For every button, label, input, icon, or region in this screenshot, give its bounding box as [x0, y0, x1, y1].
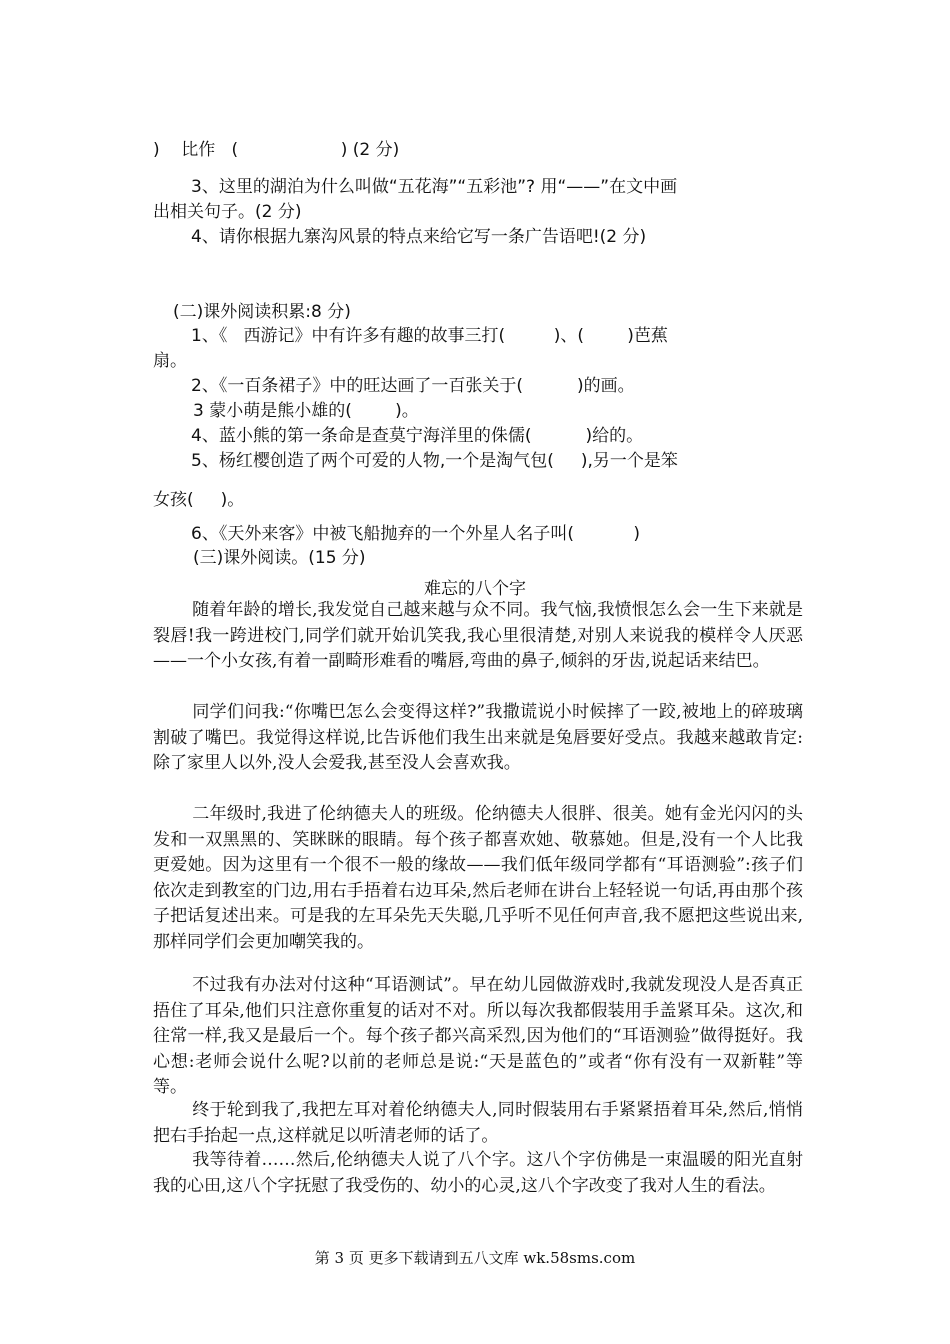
story-paragraph-2 — [153, 700, 803, 777]
story-paragraph-5 — [153, 1098, 803, 1149]
story-paragraph-3-text: 二年级时,我进了伦纳德夫人的班级。伦纳德夫人很胖、很美。她有金光闪闪的头发和一双黑黑的、笑眯眯的眼睛。每个孩子都喜欢她、敬慕她。但是,没有一个人比我更爱她。因为这里有一个很不一般的缘故——我们低年级同学都有“耳语测验”:孩子们依次走到教室的门边,用右手捂着右边耳朵,然后老师在讲台上轻轻说一句话,再由那个孩子把话复述出来。可是我的左耳朵先天失聪,几乎听不见任何声音,我不愿把这些说出来,那样同学们会更加嘲笑我的。 — [153, 804, 803, 952]
q4-text: 4、请你根据九寨沟风景的特点来给它写一条广告语吧!(2 分) — [191, 227, 647, 247]
story-paragraph-2-text: 同学们问我:“你嘴巴怎么会变得这样?”我撒谎说小时候摔了一跤,被地上的碎玻璃割破了嘴巴。我觉得这样说,比告诉他们我生出来就是兔唇要好受点。我越来越敢肯定:除了家里人以外,没人会爱我,甚至没人会喜欢我。 — [153, 702, 803, 773]
story-paragraph-6 — [153, 1148, 803, 1199]
section2-item1-line1: 1、《 西游记》中有许多有趣的故事三打( )、( )芭蕉 — [191, 326, 668, 346]
section2-heading: (二)课外阅读积累:8 分) — [173, 302, 351, 322]
story-title: 难忘的八个字 — [424, 579, 526, 599]
section2-item5-line2: 女孩( )。 — [153, 490, 245, 510]
story-paragraph-4 — [153, 973, 803, 1101]
story-paragraph-4-text: 不过我有办法对付这种“耳语测试”。早在幼儿园做游戏时,我就发现没人是否真正捂住了耳朵,他们只注意你重复的话对不对。所以每次我都假装用手盖紧耳朵。这次,和往常一样,我又是最后一个。每个孩子都兴高采烈,因为他们的“耳语测验”做得挺好。我心想:老师会说什么呢?以前的老师总是说:“天是蓝色的”或者“你有没有一双新鞋”等等。 — [153, 975, 803, 1097]
section2-item1-line2: 扇。 — [153, 351, 187, 371]
q3-line-1: 3、这里的湖泊为什么叫做“五花海”“五彩池”? 用“——”在文中画 — [191, 177, 678, 197]
section2-item3: 3 蒙小萌是熊小雄的( )。 — [193, 401, 419, 421]
page-footer: 第 3 页 更多下载请到五八文库 wk.58sms.com — [314, 1249, 636, 1267]
section2-item5-line1: 5、杨红樱创造了两个可爱的人物,一个是淘气包( ),另一个是笨 — [191, 451, 678, 471]
story-paragraph-6-text: 我等待着……然后,伦纳德夫人说了八个字。这八个字仿佛是一束温暖的阳光直射我的心田,这八个字抚慰了我受伤的、幼小的心灵,这八个字改变了我对人生的看法。 — [153, 1150, 803, 1196]
section2-item2: 2、《一百条裙子》中的旺达画了一百张关于( )的画。 — [191, 376, 635, 396]
story-paragraph-3 — [153, 802, 803, 955]
section3-heading: (三)课外阅读。(15 分) — [193, 548, 366, 568]
story-paragraph-1-text: 随着年龄的增长,我发觉自己越来越与众不同。我气恼,我愤恨怎么会一生下来就是裂唇!我一跨进校门,同学们就开始讥笑我,我心里很清楚,对别人来说我的模样令人厌恶——一个小女孩,有着一副畸形难看的嘴唇,弯曲的鼻子,倾斜的牙齿,说起话来结巴。 — [153, 600, 803, 671]
story-paragraph-1 — [153, 598, 803, 675]
story-paragraph-5-text: 终于轮到我了,我把左耳对着伦纳德夫人,同时假装用右手紧紧捂着耳朵,然后,悄悄把右手抬起一点,这样就足以听清老师的话了。 — [153, 1100, 803, 1146]
q2-answer-line: ) 比作 ( ) (2 分) — [153, 140, 400, 160]
q3-line-2: 出相关句子。(2 分) — [153, 202, 302, 222]
section2-item6: 6、《天外来客》中被飞船抛弃的一个外星人名子叫( ) — [191, 524, 641, 544]
section2-item4: 4、蓝小熊的第一条命是查莫宁海洋里的侏儒( )给的。 — [191, 426, 644, 446]
